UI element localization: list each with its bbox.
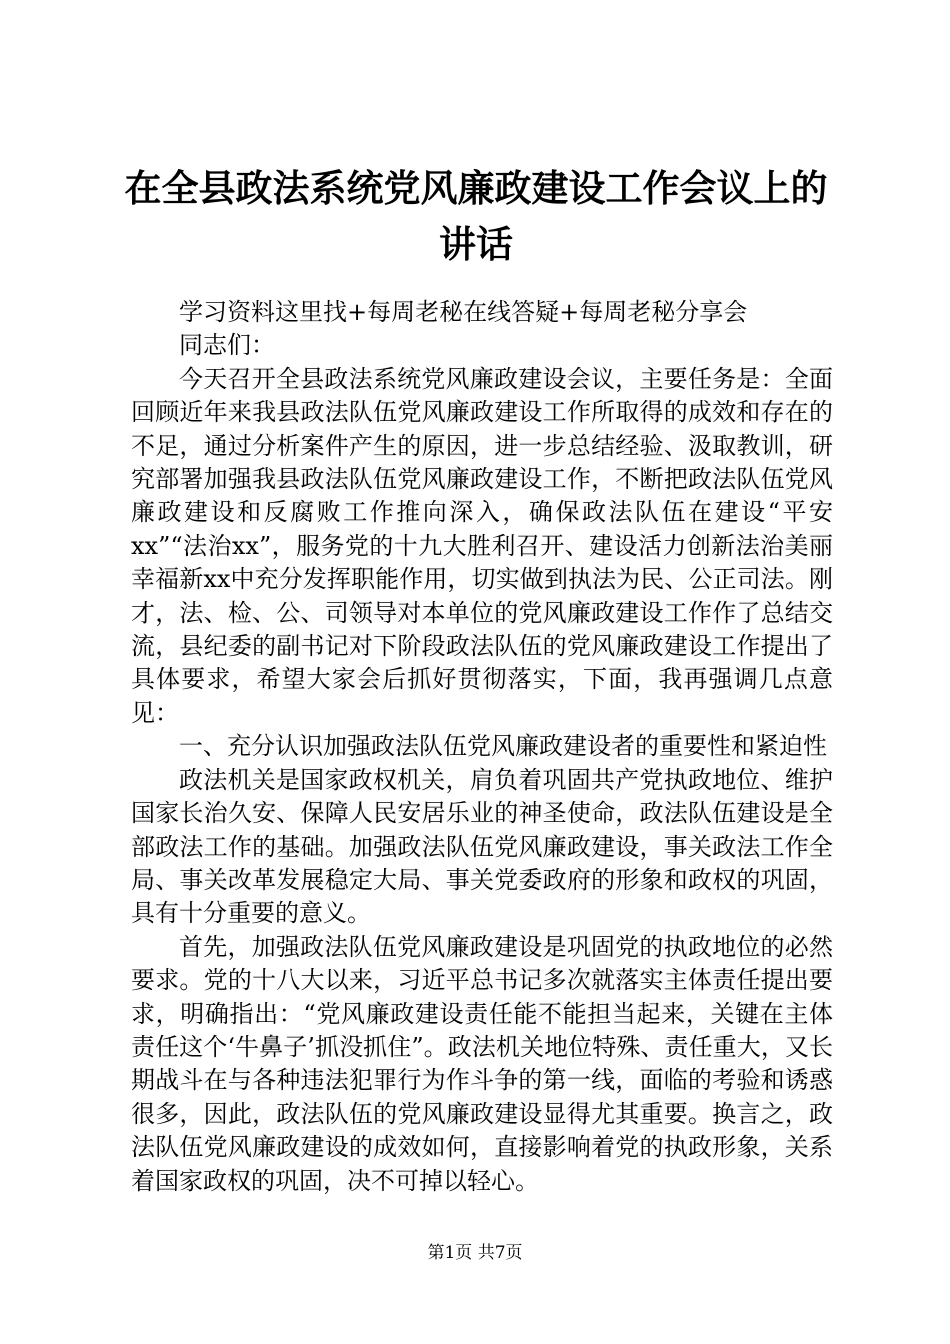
document-body: [131, 296, 833, 1198]
body-paragraph: 首先，加强政法队伍党风廉政建设是巩固党的执政地位的必然要求。党的十八大以来，习近平总书记多次就落实主体责任提出要求，明确指出：“党风廉政建设责任能不能担当起来，关键在主体责任这个‘牛鼻子’抓没抓住”。政法机关地位特殊、责任重大，又长期战斗在与各种违法犯罪行为作斗争的第一线，面临的考验和诱惑很多，因此，政法队伍的党风廉政建设显得尤其重要。换言之，政法队伍党风廉政建设的成效如何，直接影响着党的执政形象，关系着国家政权的巩固，决不可掉以轻心。: [131, 932, 833, 1195]
header-note: 学习资料这里找+每周老秘在线答疑+每周老秘分享会: [179, 298, 748, 326]
body-paragraph: 今天召开全县政法系统党风廉政建设会议，主要任务是：全面回顾近年来我县政法队伍党风廉政建设工作所取得的成效和存在的不足，通过分析案件产生的原因，进一步总结经验、汲取教训，研究部署加强我县政法队伍党风廉政建设工作，不断把政法队伍党风廉政建设和反腐败工作推向深入，确保政法队伍在建设“平安xx”“法治xx”，服务党的十九大胜利召开、建设活力创新法治美丽幸福新xx中充分发挥职能作用，切实做到执法为民、公正司法。刚才，法、检、公、司领导对本单位的党风廉政建设工作作了总结交流，县纪委的副书记对下阶段政法队伍的党风廉政建设工作提出了具体要求，希望大家会后抓好贯彻落实，下面，我再强调几点意见：: [131, 364, 833, 727]
page-number: 第1页 共7页: [427, 1243, 523, 1263]
document-title: 在全县政法系统党风廉政建设工作会议上的讲话: [124, 166, 828, 266]
section-heading: 一、充分认识加强政法队伍党风廉政建设者的重要性和紧迫性: [179, 732, 827, 761]
body-paragraph: 政法机关是国家政权机关，肩负着巩固共产党执政地位、维护国家长治久安、保障人民安居乐业的神圣使命，政法队伍建设是全部政法工作的基础。加强政法队伍党风廉政建设，事关政法工作全局、事关改革发展稳定大局、事关党委政府的形象和政权的巩固，具有十分重要的意义。: [131, 765, 833, 928]
salutation: 同志们：: [179, 331, 275, 360]
